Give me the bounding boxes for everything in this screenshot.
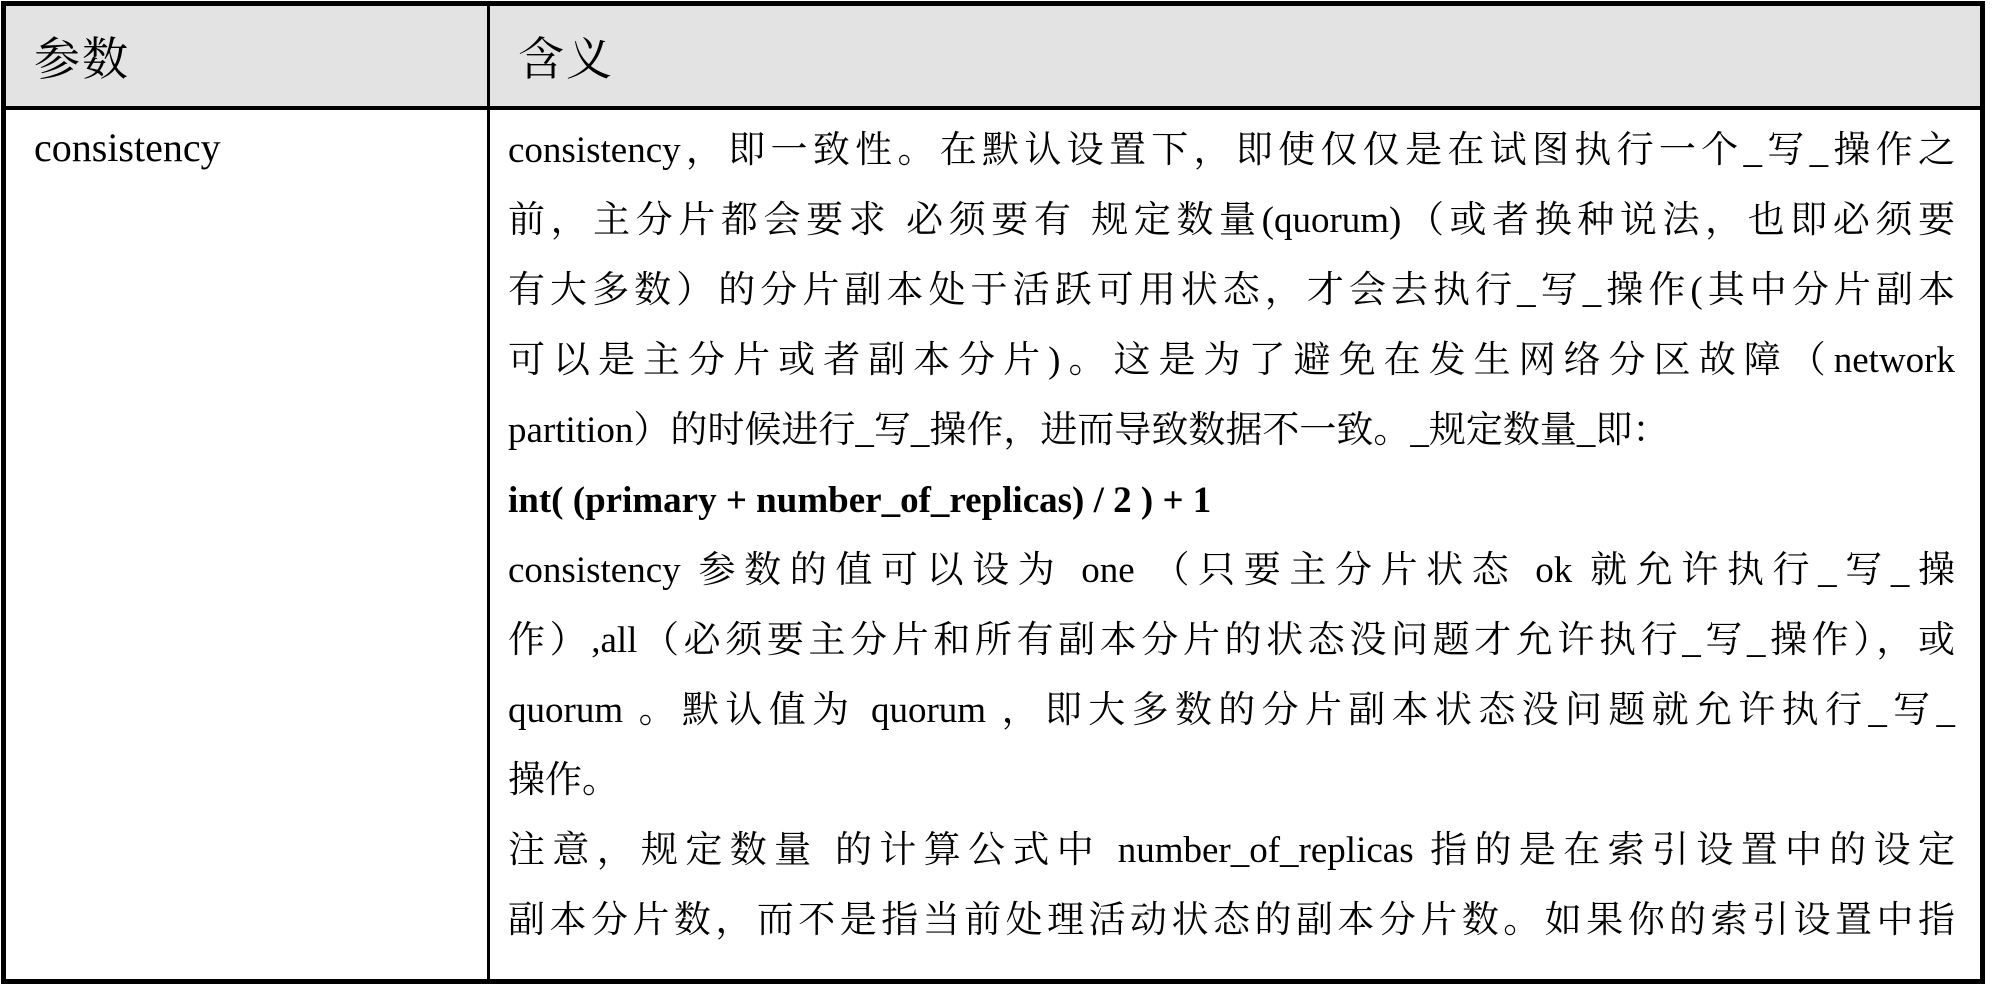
meaning-line: int( (primary + number_of_replicas) / 2 ) + 1 bbox=[508, 480, 1212, 521]
param-cell: consistency bbox=[6, 110, 490, 979]
meaning-line: consistency 参数的值可以设为 one （只要主分片状态 ok 就允许执行_写_操 bbox=[508, 550, 1955, 591]
meaning-line: quorum 。默认值为 quorum ，即大多数的分片副本状态没问题就允许执行_写_ bbox=[508, 690, 1955, 731]
meaning-line: 副本分片数，而不是指当前处理活动状态的副本分片数。如果你的索引设置中指 bbox=[508, 900, 1955, 941]
meaning-line: 注意，规定数量 的计算公式中 number_of_replicas 指的是在索引设置中的设定 bbox=[508, 830, 1955, 871]
meaning-line: 操作。 bbox=[508, 760, 619, 801]
table-header-row bbox=[6, 6, 1980, 110]
meaning-line: 作）,all（必须要主分片和所有副本分片的状态没问题才允许执行_写_操作），或 bbox=[508, 620, 1955, 661]
table-row bbox=[6, 110, 1980, 979]
meaning-line: 前，主分片都会要求 必须要有 规定数量(quorum)（或者换种说法，也即必须要 bbox=[508, 200, 1955, 241]
meaning-line: partition）的时候进行_写_操作，进而导致数据不一致。_规定数量_即： bbox=[508, 410, 1670, 451]
header-cell-meaning: 含义 bbox=[518, 34, 614, 85]
header-cell-param: 参数 bbox=[6, 6, 490, 106]
meaning-line: consistency，即一致性。在默认设置下，即使仅仅是在试图执行一个_写_操作之 bbox=[508, 130, 1955, 171]
meaning-line: 有大多数）的分片副本处于活跃可用状态，才会去执行_写_操作(其中分片副本 bbox=[508, 270, 1955, 311]
meaning-cell bbox=[490, 110, 1980, 979]
meaning-line: 可以是主分片或者副本分片)。这是为了避免在发生网络分区故障（network bbox=[508, 340, 1955, 381]
parameters-table bbox=[1, 1, 1985, 984]
